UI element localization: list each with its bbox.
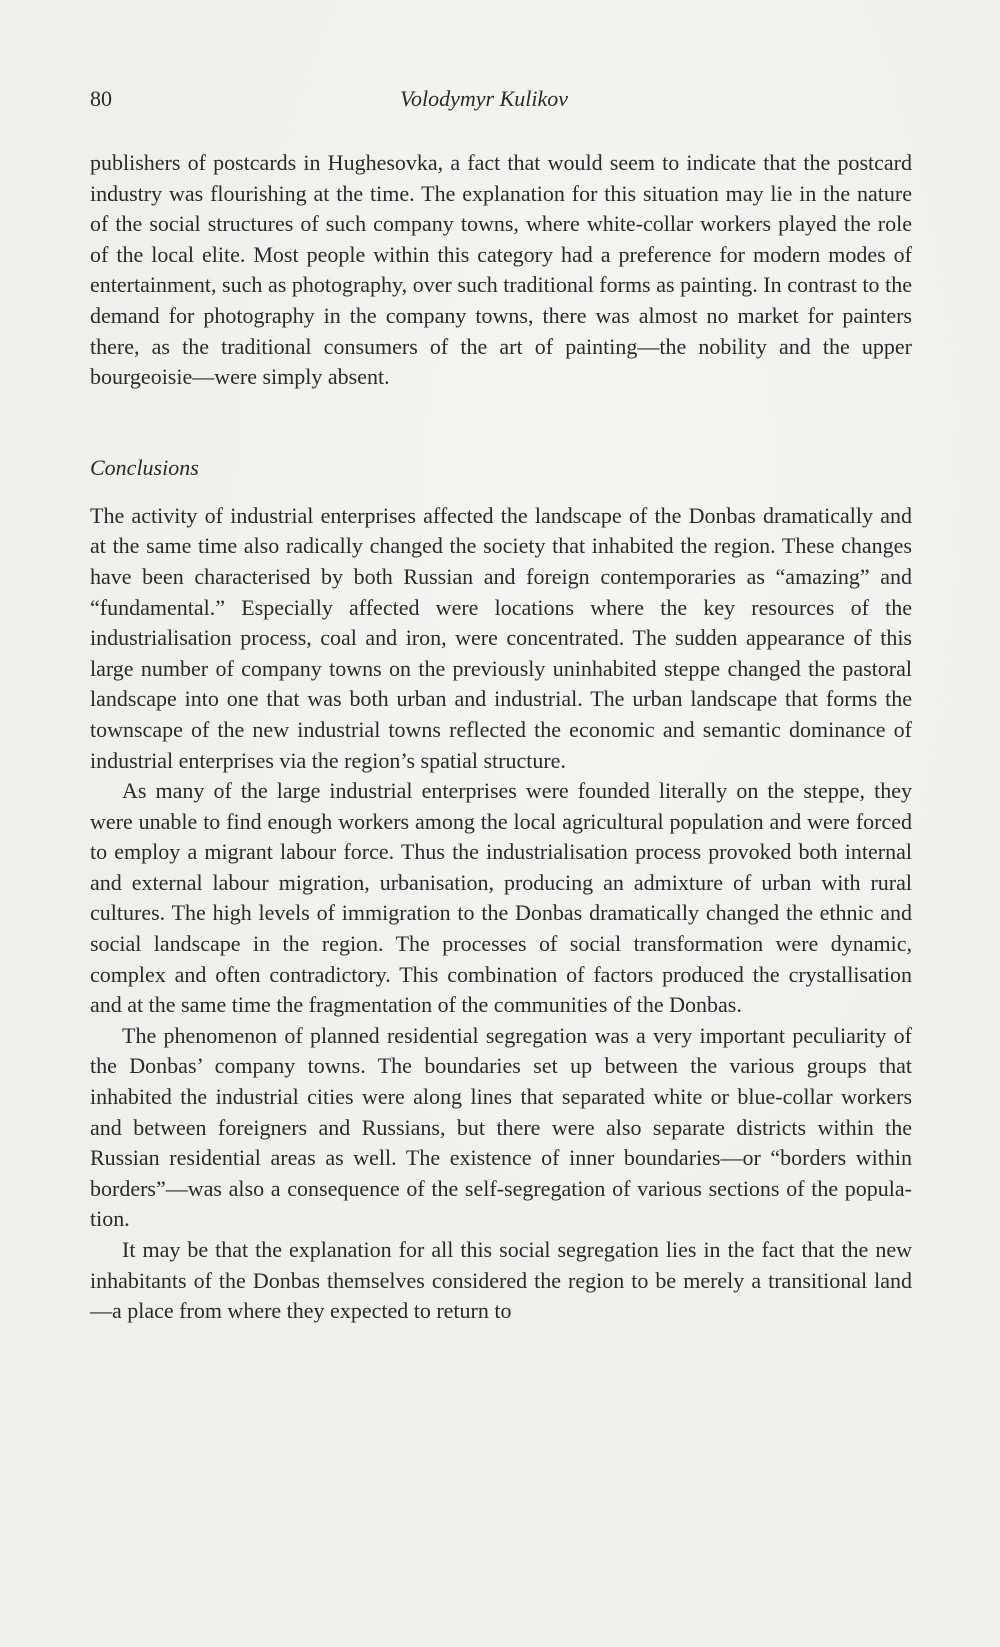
paragraph-continued: publishers of postcards in Hughesovka, a fact that would seem to indicate that the postcard industry was flourishing at the time. The explanation for this situation may lie in the nature of the social structures of such company towns, where white-collar workers played the role of the local elite. Most people within this category had a preference for modern modes of entertainment, such as photography, over such traditional forms as painting. In contrast to the demand for photography in the company towns, there was almost no market for painters there, as the traditional consumers of the art of painting—the nobility and the upper bourgeoisie—were simply absent. — [90, 150, 912, 390]
paragraph: The phenomenon of planned residential segregation was a very important peculiarity of the Donbas’ company towns. The boundaries set up between the various groups that inhabited the industrial cities were along lines that separated white or blue-collar workers and between foreigners and Russians, but there were also separate districts within the Russian residential areas as well. The existence of inner boundaries—or “borders within borders”—was also a consequence of the self-segregation of various sections of the population. — [90, 1022, 912, 1232]
paragraph: It may be that the explanation for all this social segregation lies in the fact that the new inhabitants of the Donbas themselves considered the region to be merely a transitional land—a place from where they expected to return to — [90, 1237, 912, 1324]
running-title: Volodymyr Kulikov — [400, 86, 569, 111]
main-text — [90, 148, 912, 1327]
section-heading: Conclusions — [90, 454, 199, 480]
running-head — [90, 84, 912, 114]
paragraph: The activity of industrial enterprises affected the landscape of the Donbas dramatically and at the same time also radically changed the society that inhabited the region. These changes have been characterised by both Russian and foreign contemporaries as “amazing” and “fundamental.” Especially affected were locations where the key resources of the industrialisation process, coal and iron, were concentrated. The sudden appearance of this large number of company towns on the previously uninhabited steppe changed the pastoral landscape into one that was both urban and industrial. The urban landscape that forms the townscape of the new industrial towns reflected the economic and semantic dominance of industrial enterprises via the region’s spatial structure. — [90, 502, 912, 773]
page-number: 80 — [90, 86, 112, 111]
paragraph: As many of the large industrial enterprises were founded literally on the steppe, they were unable to find enough workers among the local agricultural population and were forced to employ a migrant labour force. Thus the industrialisation process provoked both internal and external labour migration, urbanisation, producing an admixture of urban with rural cultures. The high levels of immigration to the Donbas dramatically changed the ethnic and social landscape in the region. The processes of social transformation were dynamic, complex and often contradictory. This combination of factors produced the crystallisation and at the same time the fragmentation of the communities of the Donbas. — [90, 778, 912, 1018]
